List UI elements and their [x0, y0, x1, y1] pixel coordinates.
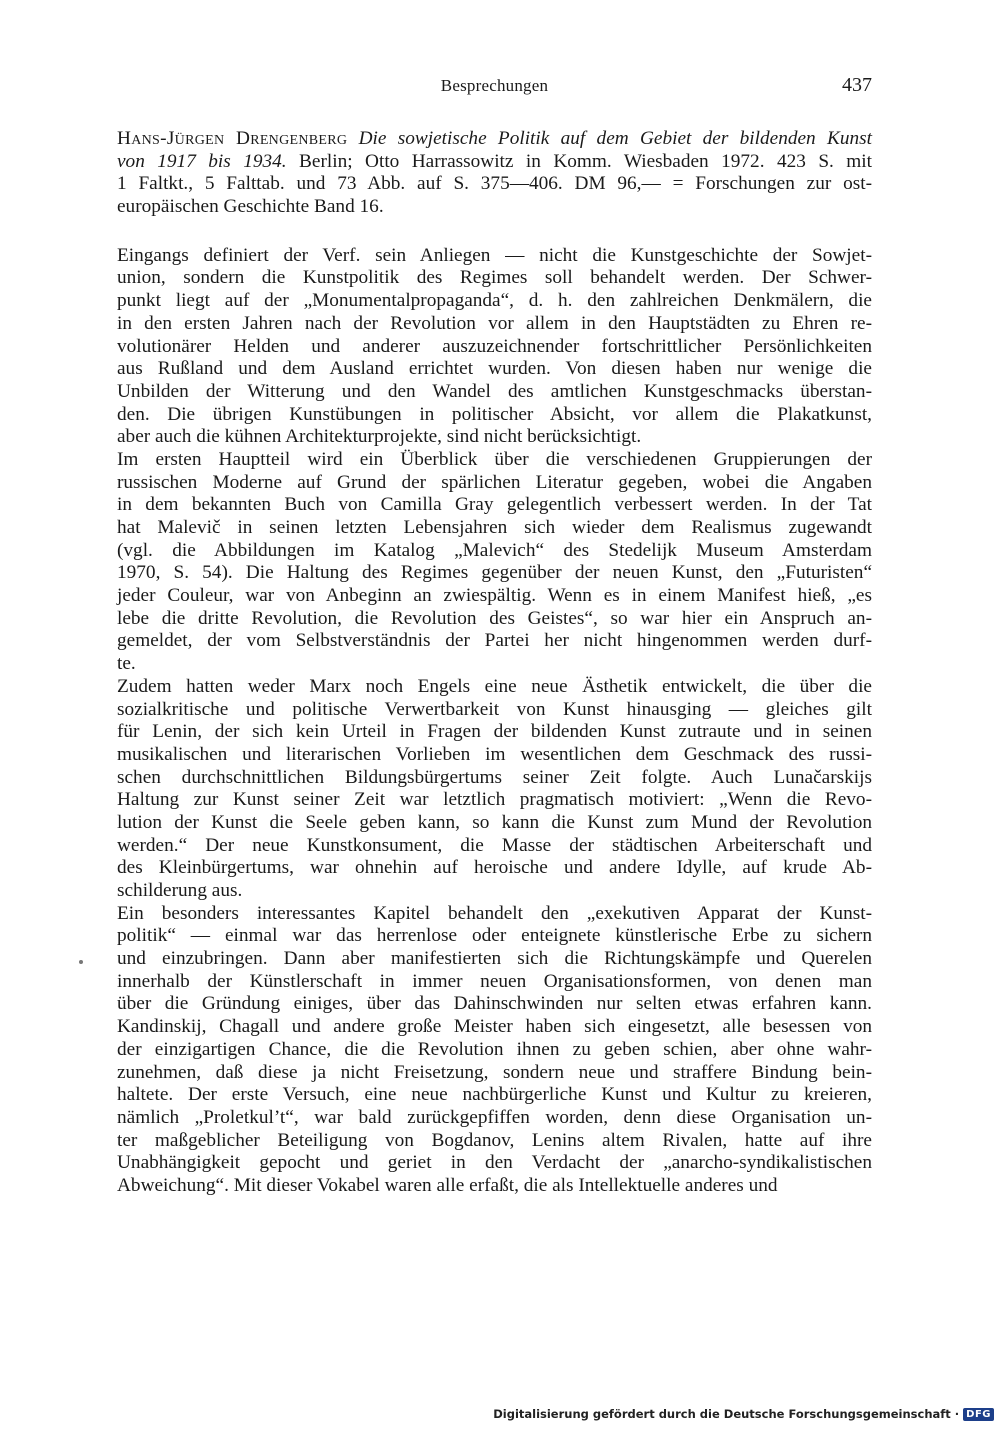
text-line: ter maßgeblicher Beteiligung von Bogdanov, Lenins altem Rivalen, hatte auf ihre: [117, 1129, 872, 1151]
digitization-footer: [493, 1405, 994, 1423]
text-line: werden.“ Der neue Kunstkonsument, die Masse der städtischen Arbeiterschaft und: [117, 834, 872, 856]
text-line: gemeldet, der vom Selbstverständnis der Partei her nicht hingenommen werden durf-: [117, 630, 872, 652]
text-line: russischen Moderne auf Grund der spärlichen Literatur gegeben, wobei die Angaben: [117, 471, 872, 493]
text-line: für Lenin, der sich kein Urteil in Fragen der bildenden Kunst zutraute und in seinen: [117, 721, 872, 743]
running-title: Besprechungen: [440, 76, 549, 95]
review-author: Hans-Jürgen Drengenberg: [117, 128, 348, 149]
text-line: des Kleinbürgertums, war ohnehin auf heroische und andere Idylle, auf krude Ab-: [117, 857, 872, 879]
page-number: 437: [842, 74, 872, 96]
text-line: 1970, S. 54). Die Haltung des Regimes gegenüber der neuen Kunst, den „Futuristen“: [117, 562, 872, 584]
text-line: lution der Kunst die Seele geben kann, so kann die Kunst zum Mund der Revolution: [117, 811, 872, 833]
text-line: musikalischen und literarischen Vorlieben im wesentlichen dem Geschmack des russi-: [117, 743, 872, 765]
text-line: union, sondern die Kunstpolitik des Regimes soll behandelt werden. Der Schwer-: [117, 267, 872, 289]
text-line: sozialkritische und politische Verwertbarkeit von Kunst hinausging — gleiches gilt: [117, 698, 872, 720]
text-line: über die Gründung einiges, über das Dahinschwinden nur selten etwas erfahren kann.: [117, 993, 872, 1015]
text-line: Im ersten Hauptteil wird ein Überblick über die verschiedenen Gruppierungen der: [117, 448, 872, 470]
text-line: politik“ — einmal war das herrenlose oder enteignete künstlerische Erbe zu sichern: [117, 925, 872, 947]
text-line: Ein besonders interessantes Kapitel behandelt den „exekutiven Apparat der Kunst-: [117, 902, 872, 924]
bibliographic-entry: [117, 128, 872, 219]
biblio-line: 1 Faltkt., 5 Falttab. und 73 Abb. auf S. 375—406. DM 96,— = Forschungen zur ost-: [117, 173, 872, 195]
text-line: nämlich „Proletkul’t“, war bald zurückgepfiffen worden, denn diese Organisation un-: [117, 1106, 872, 1128]
text-line: aus Rußland und dem Ausland errichtet wurden. Von diesen haben nur wenige die: [117, 358, 872, 380]
text-line: und einzubringen. Dann aber manifestierten sich die Richtungskämpfe und Querelen: [117, 948, 872, 970]
text-line: zunehmen, daß diese ja nicht Freisetzung, sondern neue und straffere Bindung bein-: [117, 1061, 872, 1083]
paragraph: [117, 245, 872, 449]
text-line: jeder Couleur, war von Anbeginn an zwiespältig. Wenn es in einem Manifest hieß, „es: [117, 585, 872, 607]
dfg-logo: DFG: [963, 1408, 994, 1421]
review-title-line: Die sowjetische Politik auf dem Gebiet der bildenden Kunst: [358, 128, 872, 149]
text-line: in den ersten Jahren nach der Revolution vor allem in den Hauptstädten zu Ehren re-: [117, 312, 872, 334]
biblio-line: [117, 128, 872, 151]
text-line: Haltung zur Kunst seiner Zeit war letztlich pragmatisch motiviert: „Wenn die Revo-: [117, 789, 872, 811]
text-line: hat Malevič in seinen letzten Lebensjahren sich wieder dem Realismus zugewandt: [117, 517, 872, 538]
paragraph: [117, 903, 872, 1198]
text-line: in dem bekannten Buch von Camilla Gray gelegentlich verbessert werden. In der Tat: [117, 494, 872, 516]
biblio-text: Berlin; Otto Harrassowitz in Komm. Wiesbaden 1972. 423 S. mit: [286, 150, 873, 172]
running-head: [117, 76, 872, 104]
review-title-line: von 1917 bis 1934.: [117, 150, 287, 172]
text-line: schilderung aus.: [117, 880, 243, 901]
text-line: Eingangs definiert der Verf. sein Anliegen — nicht die Kunstgeschichte der Sowjet-: [117, 244, 872, 266]
text-line: Kandinskij, Chagall und andere große Meister haben sich eingesetzt, alle besessen von: [117, 1016, 872, 1038]
text-block: [117, 128, 872, 1198]
text-line: innerhalb der Künstlerschaft in immer neuen Organisationsformen, von denen man: [117, 970, 872, 992]
biblio-line: europäischen Geschichte Band 16.: [117, 196, 384, 218]
paragraph: [117, 676, 872, 903]
scan-speck: [79, 960, 83, 964]
text-line: Unabhängigkeit gepocht und geriet in den Verdacht der „anarcho-syndikalistischen: [117, 1152, 872, 1174]
text-line: punkt liegt auf der „Monumentalpropaganda“, d. h. den zahlreichen Denkmälern, die: [117, 290, 872, 312]
text-line: der einzigartigen Chance, die die Revolution ihnen zu geben schien, aber ohne wahr-: [117, 1038, 872, 1060]
text-line: lebe die dritte Revolution, die Revolution des Geistes“, so war hier ein Anspruch an-: [117, 607, 872, 629]
paragraph: [117, 449, 872, 676]
text-line: Abweichung“. Mit dieser Vokabel waren alle erfaßt, die als Intellektuelle anderes und: [117, 1174, 778, 1196]
text-line: schen durchschnittlichen Bildungsbürgertums seiner Zeit folgte. Auch Lunačarskijs: [117, 766, 872, 788]
text-line: volutionärer Helden und anderer auszuzeichnender fortschrittlicher Persönlichkeiten: [117, 335, 872, 357]
text-line: den. Die übrigen Kunstübungen in politischer Absicht, vor allem die Plakatkunst,: [117, 403, 872, 425]
footer-text: Digitalisierung gefördert durch die Deutsche Forschungsgemeinschaft ·: [493, 1407, 960, 1421]
text-line: (vgl. die Abbildungen im Katalog „Malevich“ des Stedelijk Museum Amsterdam: [117, 539, 872, 561]
text-line: haltete. Der erste Versuch, eine neue nachbürgerliche Kunst und Kultur zu kreieren,: [117, 1084, 872, 1106]
text-line: Unbilden der Witterung und den Wandel des amtlichen Kunstgeschmacks überstan-: [117, 380, 872, 402]
text-line: te.: [117, 653, 136, 675]
biblio-line: [117, 151, 872, 174]
text-line: Zudem hatten weder Marx noch Engels eine neue Ästhetik entwickelt, die über die: [117, 675, 872, 697]
text-line: aber auch die kühnen Architekturprojekte, sind nicht berücksichtigt.: [117, 426, 642, 448]
